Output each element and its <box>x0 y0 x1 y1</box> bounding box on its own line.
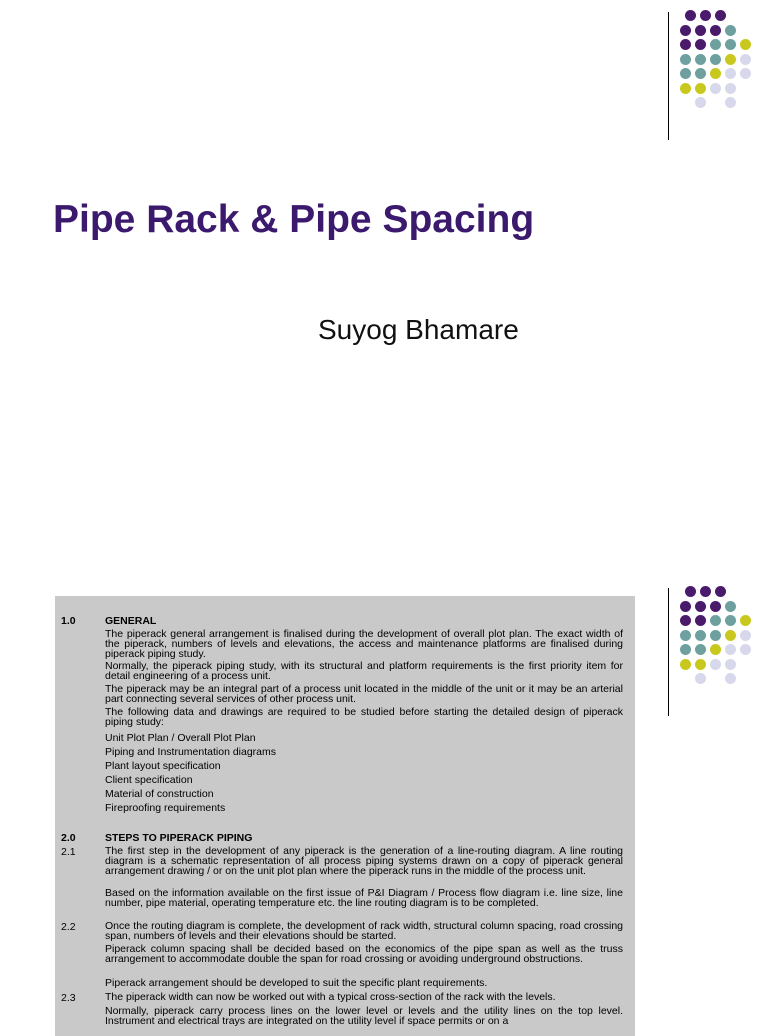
decorative-dot <box>710 54 721 65</box>
slide-title: Pipe Rack & Pipe Spacing <box>53 198 535 241</box>
decorative-dot <box>725 83 736 94</box>
subsection-number: 2.2 <box>61 921 76 933</box>
decorative-dot <box>680 630 691 641</box>
decorative-dot <box>710 83 721 94</box>
decorative-dot <box>740 630 751 641</box>
accent-divider-line <box>668 588 669 716</box>
decorative-dot <box>680 68 691 79</box>
paragraph: The following data and drawings are required to be studied before starting the detailed design of piperack piping study: <box>105 706 623 728</box>
decorative-dot <box>695 630 706 641</box>
list-item: Client specification <box>105 774 193 786</box>
subsection-number: 2.3 <box>61 992 76 1004</box>
decorative-dot <box>695 601 706 612</box>
section-number: 1.0 <box>61 615 76 627</box>
decorative-dot <box>715 10 726 21</box>
decorative-dot <box>725 673 736 684</box>
decorative-dot <box>695 673 706 684</box>
decorative-dot <box>695 39 706 50</box>
decorative-dot <box>725 615 736 626</box>
decorative-dot <box>725 39 736 50</box>
decorative-dot <box>685 10 696 21</box>
decorative-dot <box>740 54 751 65</box>
decorative-dot <box>695 97 706 108</box>
decorative-dot <box>710 68 721 79</box>
decorative-dot <box>710 615 721 626</box>
decorative-dot <box>710 25 721 36</box>
paragraph: The piperack width can now be worked out with a typical cross-section of the rack with the levels. <box>105 991 556 1003</box>
decorative-dot <box>740 644 751 655</box>
document-slide <box>0 580 768 1027</box>
decorative-dot <box>695 83 706 94</box>
section-heading: STEPS TO PIPERACK PIPING <box>105 832 253 844</box>
decorative-dot <box>695 659 706 670</box>
paragraph: Piperack column spacing shall be decided based on the economics of the pipe span as well as the truss arrangement to accommodate double the span for road crossing or avoiding underground obstructions. <box>105 943 623 965</box>
paragraph: Piperack arrangement should be developed to suit the specific plant requirements. <box>105 977 488 989</box>
list-item: Fireproofing requirements <box>105 802 226 814</box>
paragraph: Once the routing diagram is complete, the development of rack width, structural column spacing, road crossing span, numbers of levels and their elevations should be started. <box>105 920 623 942</box>
decorative-dot <box>680 659 691 670</box>
decorative-dot <box>700 586 711 597</box>
decorative-dot <box>710 601 721 612</box>
decorative-dot <box>740 39 751 50</box>
decorative-dot <box>710 39 721 50</box>
section-heading: GENERAL <box>105 615 157 627</box>
decorative-dot <box>715 586 726 597</box>
decorative-dot <box>695 644 706 655</box>
decorative-dot <box>725 601 736 612</box>
decorative-dot <box>725 97 736 108</box>
document-image <box>55 596 635 1036</box>
decorative-dot <box>680 601 691 612</box>
decorative-dot <box>710 659 721 670</box>
list-item: Material of construction <box>105 788 214 800</box>
decorative-dot <box>725 659 736 670</box>
decorative-dot <box>725 25 736 36</box>
slide-author: Suyog Bhamare <box>318 314 519 345</box>
decorative-dot <box>740 615 751 626</box>
paragraph: The piperack general arrangement is finalised during the development of overall plot plan. The exact width of the piperack, numbers of levels and elevations, the access and maintenance platforms are finalised during piperack piping study. <box>105 628 623 660</box>
decorative-dot <box>680 54 691 65</box>
paragraph: Normally, piperack carry process lines on the lower level or levels and the utility lines on the top level. Instrument and electrical trays are integrated on the utility level if space permits or on a <box>105 1005 623 1027</box>
decorative-dot <box>680 83 691 94</box>
decorative-dot <box>685 586 696 597</box>
decorative-dot <box>680 39 691 50</box>
decorative-dot <box>710 630 721 641</box>
decorative-dot <box>680 644 691 655</box>
accent-divider-line <box>668 12 669 140</box>
paragraph: The piperack may be an integral part of a process unit located in the middle of the unit or it may be an arterial part connecting several services of other process unit. <box>105 683 623 705</box>
decorative-dot <box>725 54 736 65</box>
decorative-dot <box>710 644 721 655</box>
subsection-number: 2.1 <box>61 846 76 858</box>
list-item: Plant layout specification <box>105 760 221 772</box>
decorative-dot <box>680 615 691 626</box>
paragraph: Normally, the piperack piping study, with its structural and platform requirements is the first priority item for detail engineering of a process unit. <box>105 660 623 682</box>
decorative-dot <box>695 25 706 36</box>
list-item: Unit Plot Plan / Overall Plot Plan <box>105 732 256 744</box>
list-item: Piping and Instrumentation diagrams <box>105 746 277 758</box>
decorative-dot <box>695 68 706 79</box>
decorative-dot <box>680 25 691 36</box>
decorative-dot <box>695 615 706 626</box>
decorative-dot <box>725 630 736 641</box>
section-number: 2.0 <box>61 832 76 844</box>
paragraph: The first step in the development of any piperack is the generation of a line-routing diagram. A line routing diagram is a schematic representation of all process piping systems drawn on a copy of piperack general arrangement drawing / or on the unit plot plan where the piperack runs in the middle of the process unit. <box>105 845 623 877</box>
decorative-dot <box>700 10 711 21</box>
decorative-dot <box>725 68 736 79</box>
decorative-dot <box>740 68 751 79</box>
decorative-dot <box>725 644 736 655</box>
decorative-dot <box>695 54 706 65</box>
paragraph: Based on the information available on the first issue of P&I Diagram / Process flow diagram i.e. line size, line number, pipe material, operating temperature etc. the line routing diagram is to be completed. <box>105 887 623 909</box>
